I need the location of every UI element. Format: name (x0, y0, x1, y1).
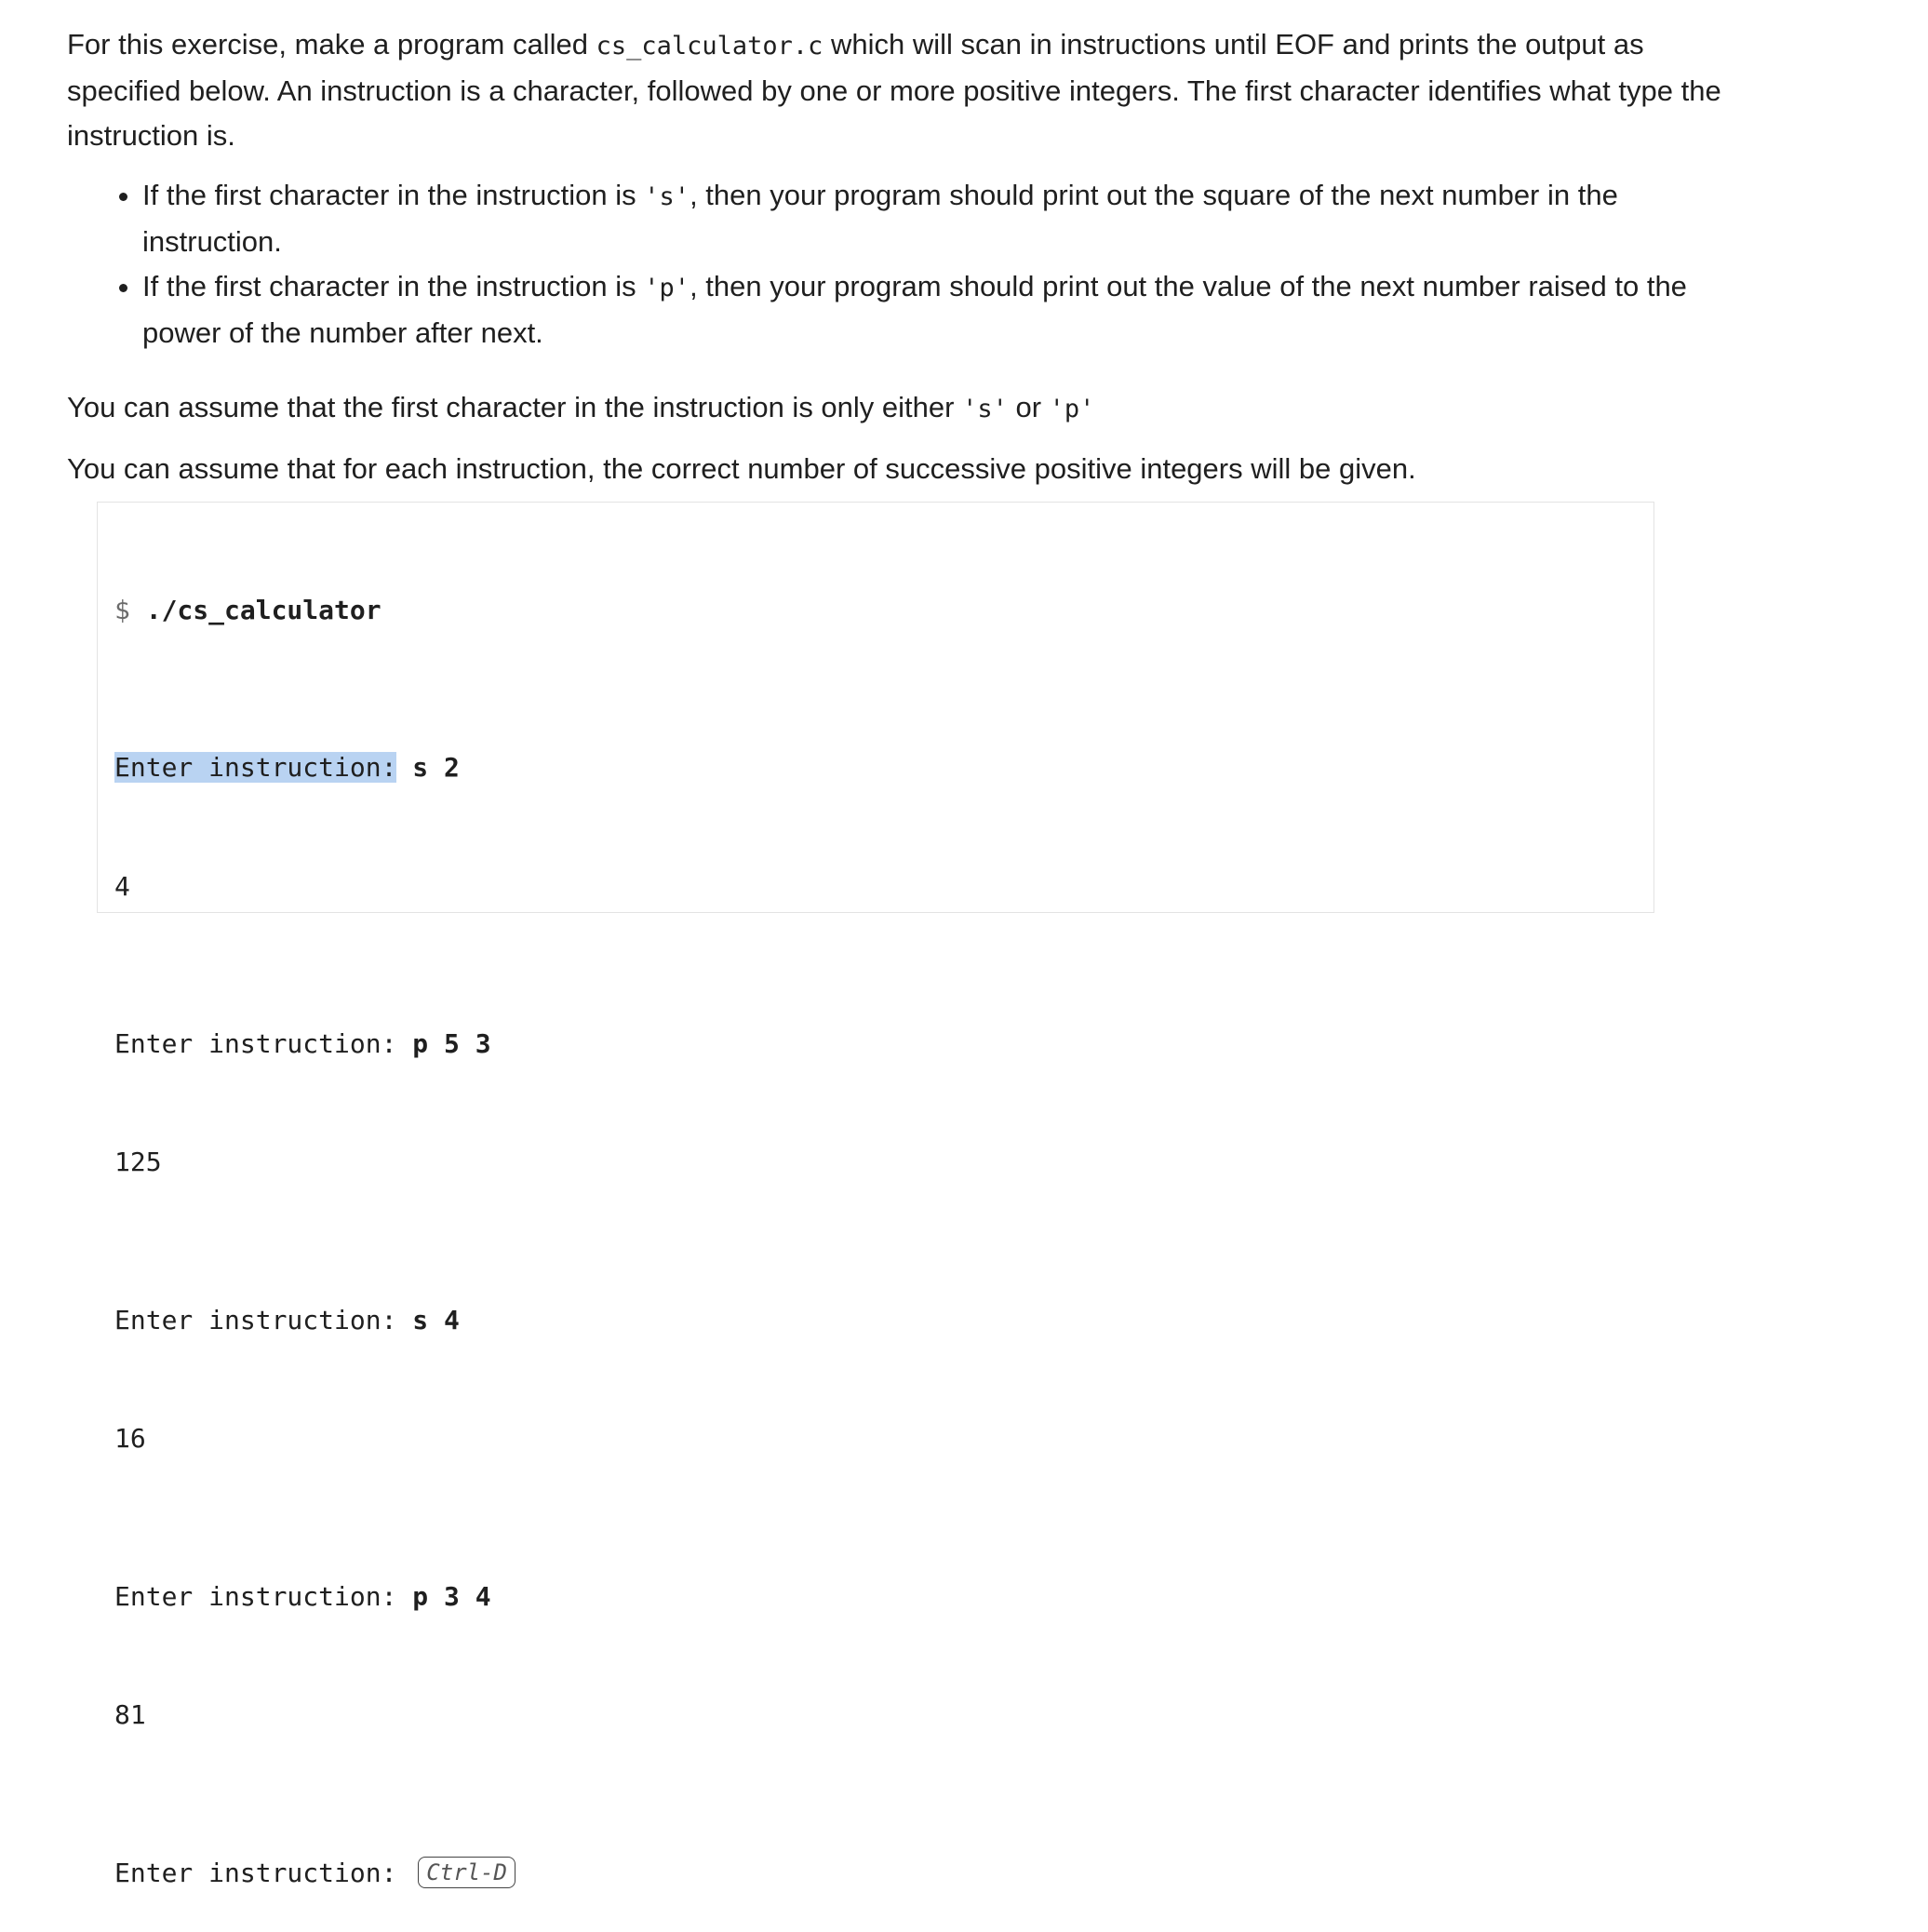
shell-command: ./cs_calculator (145, 594, 382, 625)
terminal-final-prompt-line (114, 1854, 1654, 1893)
terminal-prompt-line (114, 748, 1654, 787)
intro-text-start: For this exercise, make a program called (67, 28, 596, 60)
program-name-code: cs_calculator.c (596, 32, 823, 60)
terminal-prompt-line (114, 1301, 1654, 1340)
prompt-text: Enter instruction: (114, 1857, 397, 1888)
terminal-output-line: 125 (114, 1147, 162, 1178)
shell-prompt-symbol: $ (114, 594, 130, 625)
intro-text-end: which will scan in instructions until EOF and prints the output as specified below. An instruction is a character, followed by one or more positive integers. The first character identifies what type the instruction is. (67, 28, 1721, 152)
prompt-text: Enter instruction: (114, 1305, 397, 1336)
user-input: s 2 (412, 752, 460, 784)
terminal-prompt-line (114, 1577, 1654, 1617)
ctrl-d-key: Ctrl-D (418, 1857, 515, 1888)
intro-paragraph (67, 22, 1723, 158)
terminal-output-line: 81 (114, 1699, 146, 1731)
rule-square-code: 's' (644, 182, 690, 211)
rule-power-code: 'p' (644, 274, 690, 302)
terminal-output-line: 16 (114, 1423, 146, 1455)
terminal-example (97, 502, 1654, 1888)
rule-power (142, 264, 1743, 356)
user-input: p 5 3 (412, 1028, 491, 1060)
user-input: s 4 (412, 1305, 460, 1336)
prompt-text: Enter instruction: (114, 1580, 397, 1612)
assumption-or-text: or (1007, 391, 1050, 423)
assumption-p-code: 'p' (1049, 395, 1095, 423)
assumption-s-code: 's' (962, 395, 1008, 423)
rule-power-text-start: If the first character in the instruction is (142, 270, 645, 302)
rule-power-text-end: , then your program should print out the value of the next number raised to the power of the number after next. (142, 270, 1687, 349)
assumption-characters (67, 385, 1761, 432)
rule-square-text-end: , then your program should print out the square of the next number in the instruction. (142, 179, 1618, 258)
prompt-text: Enter instruction: (114, 1028, 397, 1060)
instruction-rules-list (67, 173, 1761, 356)
terminal-command-line (114, 591, 1654, 630)
terminal-prompt-line (114, 1025, 1654, 1064)
assumption-integers: You can assume that for each instruction, the correct number of successive positive integers will be given. (67, 452, 1416, 485)
assumption-characters-text: You can assume that the first character in the instruction is only either (67, 391, 963, 423)
rule-square-text-start: If the first character in the instruction is (142, 179, 645, 211)
user-input: p 3 4 (412, 1580, 491, 1612)
exercise-description (67, 22, 1761, 491)
selected-prompt-text[interactable]: Enter instruction: (114, 752, 397, 784)
terminal-output-line: 4 (114, 870, 130, 902)
rule-square (142, 173, 1743, 264)
